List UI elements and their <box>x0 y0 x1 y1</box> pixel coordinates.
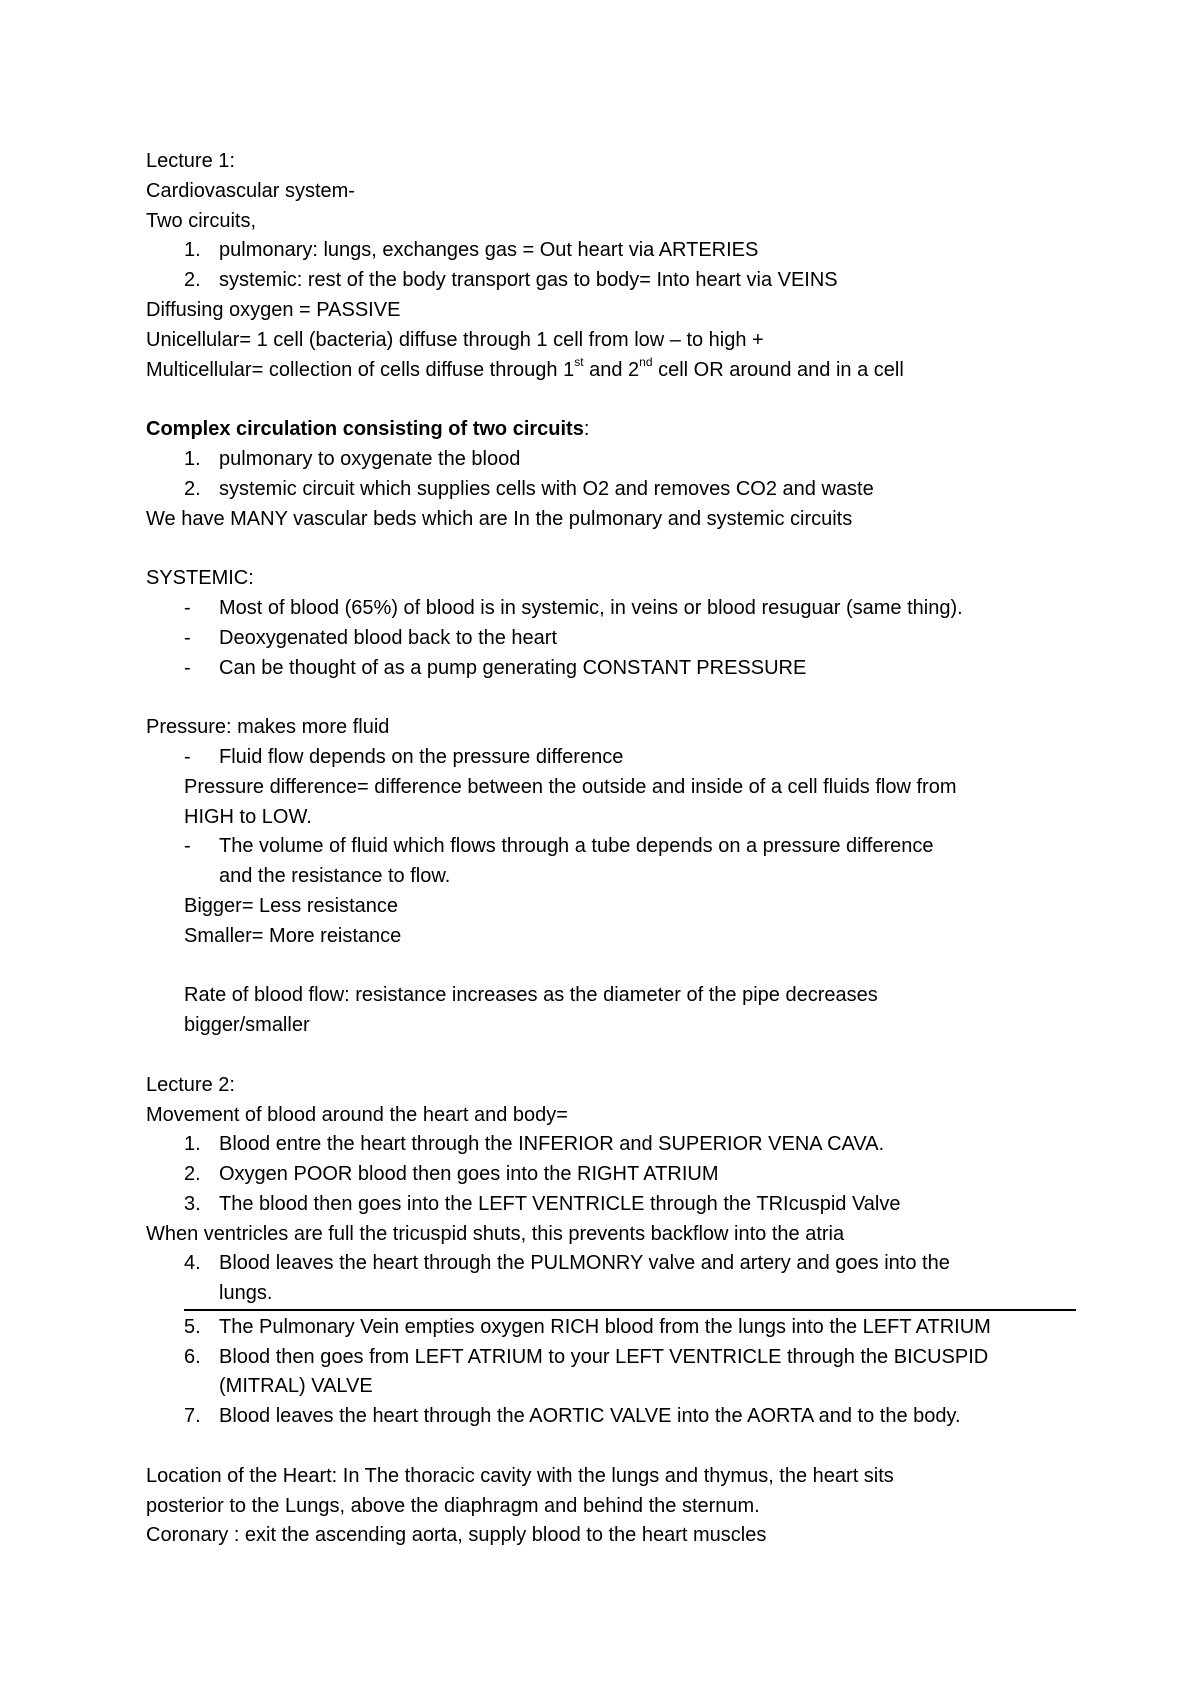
list-number: 6. <box>184 1345 201 1368</box>
list-number: 5. <box>184 1315 201 1338</box>
location-of-heart-line-2: posterior to the Lungs, above the diaphragm and behind the sternum. <box>146 1494 760 1517</box>
list-item-text-continued: lungs. <box>219 1282 273 1305</box>
bullet-item <box>146 832 1076 862</box>
list-item-text: Blood entre the heart through the INFERIOR and SUPERIOR VENA CAVA. <box>219 1133 885 1156</box>
bullet-item <box>146 594 1076 624</box>
list-item <box>146 236 1076 266</box>
multicellular-text-b: and 2 <box>583 358 640 381</box>
list-item <box>146 1190 1076 1220</box>
list-item-text: Blood then goes from LEFT ATRIUM to your LEFT VENTRICLE through the BICUSPID <box>219 1345 989 1368</box>
list-number: 2. <box>184 269 201 292</box>
pressure-difference-line: Pressure difference= difference between the outside and inside of a cell fluids flow from <box>184 775 957 798</box>
list-number: 4. <box>184 1252 201 1275</box>
systemic-heading: SYSTEMIC: <box>146 567 254 590</box>
rate-of-blood-flow-line-2: bigger/smaller <box>184 1014 310 1037</box>
list-number: 1. <box>184 1133 201 1156</box>
list-item <box>146 475 1076 505</box>
horizontal-rule <box>184 1309 1076 1311</box>
complex-circulation-heading <box>146 415 1076 445</box>
list-item <box>146 445 1076 475</box>
list-item <box>146 266 1076 296</box>
spacer <box>146 534 1076 564</box>
dash-marker: - <box>184 745 191 768</box>
bigger-line: Bigger= Less resistance <box>184 894 399 917</box>
complex-heading-bold: Complex circulation consisting of two circuits <box>146 418 584 441</box>
spacer <box>146 1432 1076 1462</box>
list-number: 2. <box>184 1163 201 1186</box>
bullet-text: Deoxygenated blood back to the heart <box>219 626 558 649</box>
multicellular-line <box>146 356 1076 386</box>
multicellular-text-a: Multicellular= collection of cells diffuse through 1 <box>146 358 575 381</box>
pressure-difference-line-2: HIGH to LOW. <box>184 805 312 828</box>
diffusing-oxygen-line: Diffusing oxygen = PASSIVE <box>146 298 401 321</box>
list-item-text: Oxygen POOR blood then goes into the RIGHT ATRIUM <box>219 1163 719 1186</box>
smaller-line: Smaller= More reistance <box>184 924 402 947</box>
location-of-heart-line: Location of the Heart: In The thoracic cavity with the lungs and thymus, the heart sits <box>146 1464 894 1487</box>
unicellular-line: Unicellular= 1 cell (bacteria) diffuse through 1 cell from low – to high + <box>146 328 764 351</box>
superscript-st: st <box>574 354 584 369</box>
list-item-text: systemic circuit which supplies cells with O2 and removes CO2 and waste <box>219 477 874 500</box>
dash-marker: - <box>184 626 191 649</box>
list-item-text: Blood leaves the heart through the PULMONRY valve and artery and goes into the <box>219 1252 950 1275</box>
spacer <box>146 952 1076 982</box>
coronary-line: Coronary : exit the ascending aorta, supply blood to the heart muscles <box>146 1524 767 1547</box>
list-item <box>146 1402 1076 1432</box>
document-body <box>146 147 1076 1551</box>
lecture-2-title: Lecture 2: <box>146 1073 235 1096</box>
list-number: 1. <box>184 447 201 470</box>
ventricles-note: When ventricles are full the tricuspid shuts, this prevents backflow into the atria <box>146 1222 845 1245</box>
rate-of-blood-flow-line: Rate of blood flow: resistance increases as the diameter of the pipe decreases <box>184 984 878 1007</box>
bullet-item <box>146 654 1076 684</box>
list-item-text-continued: (MITRAL) VALVE <box>219 1375 373 1398</box>
bullet-text-continued: and the resistance to flow. <box>219 865 451 888</box>
vascular-beds-line: We have MANY vascular beds which are In the pulmonary and systemic circuits <box>146 507 853 530</box>
list-number: 2. <box>184 477 201 500</box>
bullet-text: The volume of fluid which flows through a tube depends on a pressure difference <box>219 835 934 858</box>
spacer <box>146 1041 1076 1071</box>
multicellular-text-c: cell OR around and in a cell <box>652 358 904 381</box>
list-item-text: The Pulmonary Vein empties oxygen RICH blood from the lungs into the LEFT ATRIUM <box>219 1315 991 1338</box>
dash-marker: - <box>184 596 191 619</box>
list-number: 3. <box>184 1192 201 1215</box>
complex-heading-colon: : <box>583 418 590 441</box>
lecture-1-title: Lecture 1: <box>146 150 235 172</box>
bullet-text: Fluid flow depends on the pressure difference <box>219 745 624 768</box>
bullet-item <box>146 624 1076 654</box>
list-item <box>146 1130 1076 1160</box>
spacer <box>146 683 1076 713</box>
list-item <box>146 1249 1076 1279</box>
movement-heading: Movement of blood around the heart and body= <box>146 1103 568 1126</box>
list-item-text: pulmonary to oxygenate the blood <box>219 447 521 470</box>
dash-marker: - <box>184 835 191 858</box>
list-item <box>146 1160 1076 1190</box>
bullet-text: Most of blood (65%) of blood is in systemic, in veins or blood resuguar (same thing). <box>219 596 963 619</box>
list-item-text: The blood then goes into the LEFT VENTRICLE through the TRIcuspid Valve <box>219 1192 901 1215</box>
list-item <box>146 1343 1076 1373</box>
two-circuits-intro: Two circuits, <box>146 209 257 232</box>
list-item-text: systemic: rest of the body transport gas to body= Into heart via VEINS <box>219 269 838 292</box>
list-number: 1. <box>184 239 201 262</box>
spacer <box>146 385 1076 415</box>
dash-marker: - <box>184 656 191 679</box>
list-item-text: pulmonary: lungs, exchanges gas = Out heart via ARTERIES <box>219 239 759 262</box>
bullet-item <box>146 743 1076 773</box>
cardiovascular-heading: Cardiovascular system- <box>146 179 355 202</box>
list-number: 7. <box>184 1405 201 1428</box>
pressure-heading: Pressure: makes more fluid <box>146 716 390 739</box>
list-item-text: Blood leaves the heart through the AORTIC VALVE into the AORTA and to the body. <box>219 1405 961 1428</box>
list-item <box>146 1313 1076 1343</box>
superscript-nd: nd <box>639 354 653 369</box>
bullet-text: Can be thought of as a pump generating CONSTANT PRESSURE <box>219 656 807 679</box>
